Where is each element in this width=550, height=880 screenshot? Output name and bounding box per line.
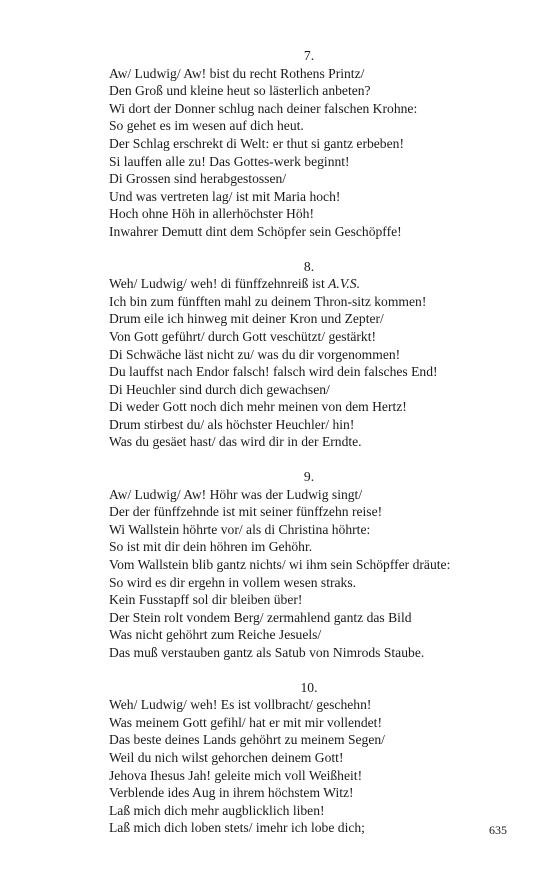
verse-line: Was meinem Gott gefihl/ hat er mit mir vollendet! bbox=[109, 714, 382, 730]
verse-line: Der Schlag erschrekt di Welt: er thut si gantz erbeben! bbox=[109, 135, 404, 151]
verse-line: Weil du nich wilst gehorchen deinem Gott! bbox=[109, 749, 344, 765]
verse-line: Was du gesäet hast/ das wird dir in der Erndte. bbox=[109, 434, 362, 450]
verse-line: Drum stirbest du/ als höchster Heuchler/ hin! bbox=[109, 416, 355, 432]
verse-line: Der Stein rolt vondem Berg/ zermahlend gantz das Bild bbox=[109, 609, 412, 625]
verse-line: Der der fünffzehnde ist mit seiner fünffzehn reise! bbox=[109, 504, 383, 520]
verse-line: Di Heuchler sind durch dich gewachsen/ bbox=[109, 381, 330, 397]
stanza-8 bbox=[109, 258, 519, 452]
verse-line-text: Weh/ Ludwig/ weh! di fünffzehnreiß ist bbox=[109, 276, 329, 292]
stanza-number: 9. bbox=[303, 469, 315, 485]
verse-line: Laß mich dich mehr augblicklich liben! bbox=[109, 802, 325, 818]
verse-line: Du lauffst nach Endor falsch! falsch wird dein falsches End! bbox=[109, 364, 438, 380]
verse-line: So ist mit dir dein höhren im Gehöhr. bbox=[109, 539, 313, 555]
page-number: 635 bbox=[489, 823, 507, 837]
verse-line: Wi Wallstein höhrte vor/ als di Christina höhrte: bbox=[109, 521, 371, 537]
verse-line: Ich bin zum fünfften mahl zu deinem Thron-sitz kommen! bbox=[109, 293, 427, 309]
verse-line: Vom Wallstein blib gantz nichts/ wi ihm sein Schöpffer dräute: bbox=[109, 557, 451, 573]
stanza-7 bbox=[109, 47, 519, 241]
verse-line bbox=[109, 275, 519, 293]
verse-line-italic: A.V.S. bbox=[328, 276, 360, 292]
verse-line: Von Gott geführt/ durch Gott veschützt/ gestärkt! bbox=[109, 328, 377, 344]
verse-line: Weh/ Ludwig/ weh! Es ist vollbracht/ geschehn! bbox=[109, 697, 372, 713]
verse-line: Aw/ Ludwig/ Aw! bist du recht Rothens Printz/ bbox=[109, 65, 365, 81]
verse-line: Di Schwäche läst nicht zu/ was du dir vorgenommen! bbox=[109, 346, 401, 362]
verse-line: Das beste deines Lands gehöhrt zu meinem Segen/ bbox=[109, 732, 385, 748]
verse-line: Wi dort der Donner schlug nach deiner falschen Krohne: bbox=[109, 100, 418, 116]
poem-body bbox=[109, 47, 519, 854]
verse-line: Jehova Ihesus Jah! geleite mich voll Weißheit! bbox=[109, 767, 363, 783]
verse-line: Und was vertreten lag/ ist mit Maria hoch! bbox=[109, 188, 341, 204]
verse-line: Laß mich dich loben stets/ imehr ich lobe dich; bbox=[109, 820, 365, 836]
verse-line: Kein Fusstapff sol dir bleiben über! bbox=[109, 592, 303, 608]
verse-line: So gehet es im wesen auf dich heut. bbox=[109, 118, 304, 134]
verse-line: Si lauffen alle zu! Das Gottes-werk beginnt! bbox=[109, 153, 350, 169]
stanza-number: 7. bbox=[303, 48, 315, 63]
stanza-10 bbox=[109, 679, 519, 837]
verse-line: Was nicht gehöhrt zum Reiche Jesuels/ bbox=[109, 627, 322, 643]
verse-line: Das muß verstauben gantz als Satub von Nimrods Staube. bbox=[109, 645, 425, 660]
verse-line: Aw/ Ludwig/ Aw! Höhr was der Ludwig singt/ bbox=[109, 486, 363, 502]
stanza-number: 10. bbox=[300, 679, 318, 695]
stanza-9 bbox=[109, 468, 519, 662]
stanza-number: 8. bbox=[303, 258, 315, 274]
verse-line: So wird es dir ergehn in vollem wesen straks. bbox=[109, 574, 357, 590]
verse-line: Den Groß und kleine heut so lästerlich anbeten? bbox=[109, 83, 371, 99]
verse-line: Inwahrer Demutt dint dem Schöpfer sein Geschöpffe! bbox=[109, 223, 402, 239]
verse-line: Di Grossen sind herabgestossen/ bbox=[109, 171, 287, 187]
verse-line: Drum eile ich hinweg mit deiner Kron und Zepter/ bbox=[109, 311, 384, 327]
verse-line: Di weder Gott noch dich mehr meinen von dem Hertz! bbox=[109, 399, 407, 415]
verse-line: Verblende ides Aug in ihrem höchstem Witz! bbox=[109, 785, 354, 801]
verse-line: Hoch ohne Höh in allerhöchster Höh! bbox=[109, 206, 314, 222]
